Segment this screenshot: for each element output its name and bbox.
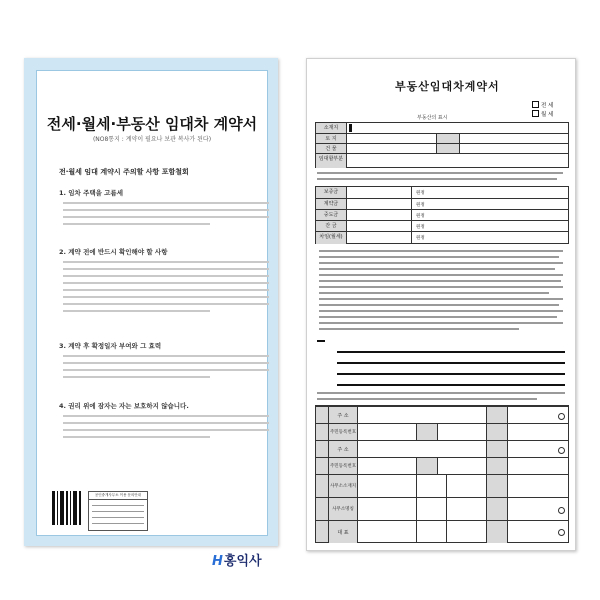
form-title: 부동산임대차계약서 [395,80,500,93]
table-row [316,440,568,458]
parties-table [315,405,569,543]
row-label: 주민등록번호 [329,430,357,435]
logo-mark: H [212,554,223,569]
text-line [63,376,210,378]
cover-item-heading: 3. 계약 후 확정일자 부여와 그 효력 [59,342,162,350]
seal-mark-icon [558,447,565,454]
cover-section-title: 전·월세 임대 계약시 주의할 사항 포함철회 [59,168,189,176]
text-line [63,209,269,211]
contract-booklet-cover [24,58,278,569]
text-line [63,223,210,225]
table-row [316,187,568,198]
row-label: 대 표 [337,530,349,536]
text-line [63,362,269,364]
row-label: 토 지 [325,136,337,142]
text-line [63,289,269,291]
text-line [63,268,269,270]
row-label: 주 소 [337,413,349,419]
row-label: 주민등록번호 [329,464,357,469]
cover-item-heading: 1. 임차 주택을 고름세 [59,189,124,197]
text-line [63,310,210,312]
row-label: 중도금 [323,212,339,218]
text-line [63,415,269,417]
text-line [63,355,269,357]
payment-table [315,186,569,244]
logo-text: 홍익사 [223,554,262,569]
text-line [63,261,269,263]
cover-item-2 [59,247,269,317]
text-line [63,429,269,431]
barcode-icon [52,491,82,529]
row-label: 임대할부분 [318,156,344,162]
text-line [63,422,269,424]
lease-type-jeonse: 전 세 [541,103,554,109]
seal-mark-icon [558,529,565,536]
table-row [316,123,568,133]
text-line [63,369,269,371]
row-label: 차임(월세) [319,234,343,240]
publisher-info-box [88,491,148,531]
cover-inner-panel [36,70,268,536]
row-label: 계약금 [323,201,339,207]
cover-item-1 [59,188,269,230]
table-row [316,231,568,244]
cover-subtitle: (NO8통지 : 계약이 필요나 보관 복사가 된다) [92,136,212,143]
info-box-title: 공인중개사무소 이용 문의안내 [89,492,147,500]
unit-label: 원정 [416,191,425,196]
text-line [63,296,269,298]
lease-type-checkboxes [532,101,553,119]
row-label: 건 물 [325,146,337,152]
table-row [316,406,568,424]
checkbox-icon[interactable] [532,101,539,108]
text-line [63,202,269,204]
seal-mark-icon [558,507,565,514]
cover-title: 전세·월세·부동산 임대차 계약서 [46,115,258,133]
publisher-logo [212,550,262,569]
row-label: 사무소명칭 [332,507,354,512]
cover-item-3 [59,341,269,383]
text-line [63,275,269,277]
row-label: 잔 금 [325,223,337,229]
unit-label: 원정 [416,225,425,230]
lease-type-wolse: 월 세 [541,112,554,118]
table-row [316,497,568,521]
table-row [316,153,568,168]
unit-label: 원정 [416,214,425,219]
row-label: 소재지 [323,125,339,131]
table-row [316,423,568,441]
row-label: 보증금 [323,189,339,195]
table-row [316,474,568,498]
row-label: 사무소소재지 [329,484,357,489]
text-line [63,303,269,305]
table-row [316,520,568,543]
unit-label: 원정 [416,203,425,208]
cover-item-heading: 4. 권리 위에 잠자는 자는 보호하지 않습니다. [59,402,189,410]
seal-mark-icon [558,413,565,420]
text-line [63,216,269,218]
property-caption: 부동산의 표시 [417,115,448,121]
row-label: 주 소 [337,447,349,453]
text-line [63,436,210,438]
text-line [63,282,269,284]
cover-item-heading: 2. 계약 전에 반드시 확인해야 할 사항 [59,248,168,256]
cover-item-4 [59,401,269,443]
lease-contract-form [306,58,576,551]
table-row [316,457,568,475]
unit-label: 원정 [416,236,425,241]
checkbox-icon[interactable] [532,110,539,117]
property-table [315,122,569,168]
